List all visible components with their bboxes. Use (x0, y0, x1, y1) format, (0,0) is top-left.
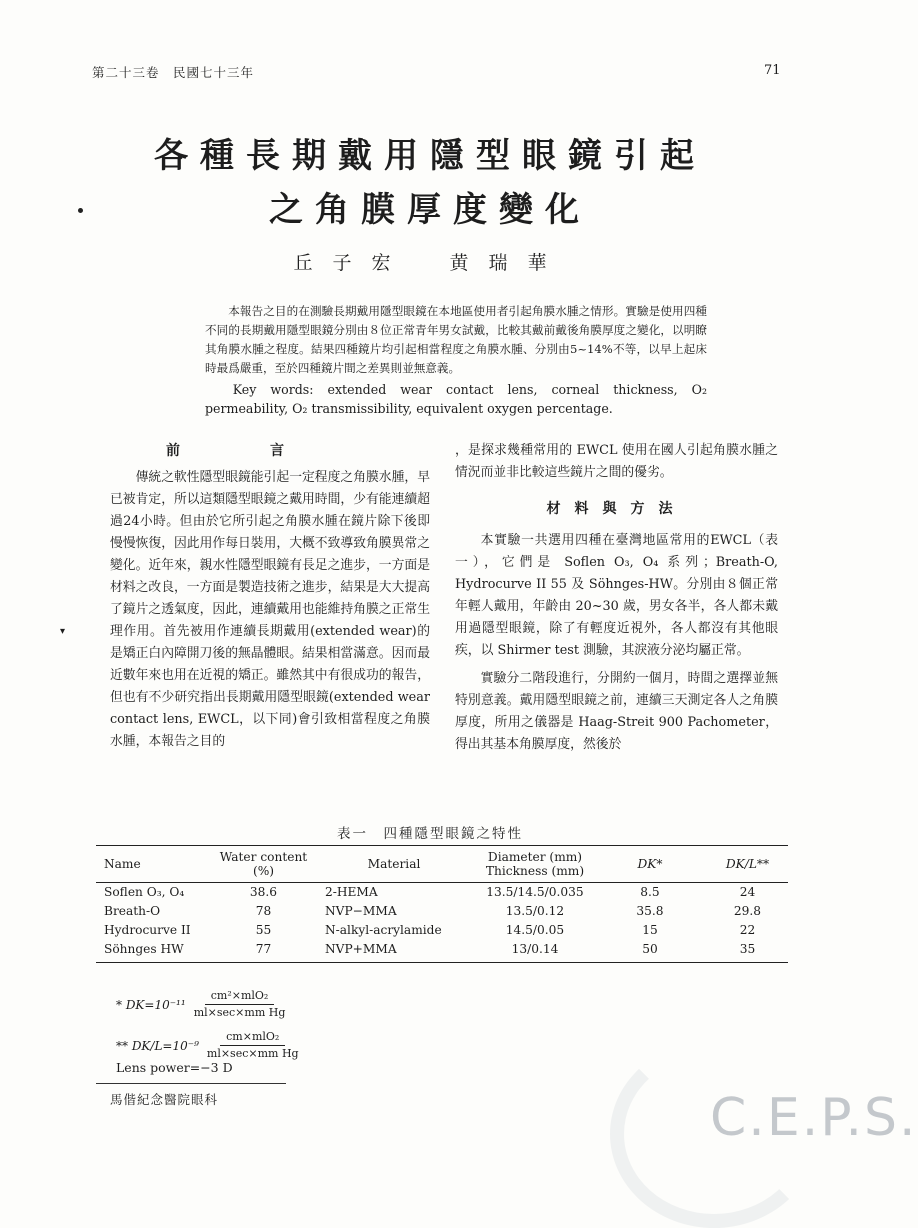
note-dk-numerator: cm²×mlO₂ (205, 988, 275, 1005)
intro-continuation: ，是探求幾種常用的 EWCL 使用在國人引起角膜水腫之情況而並非比較這些鏡片之間的優劣。 (455, 443, 778, 480)
cell-water: 77 (214, 940, 313, 963)
note-dk-denominator: ml×sec×mm Hg (193, 1006, 286, 1019)
cell-diameter-thickness: 13.5/14.5/0.035 (486, 885, 584, 899)
cell-water: 55 (255, 923, 272, 937)
methods-paragraph-1: 本實驗一共選用四種在臺灣地區常用的EWCL（表一），它們是 Soflen O₃, O₄ 系列；Breath-O, Hydrocurve II 55 及 Söhnges-HW。分別由８個正常年輕人戴用，年齡由 20~30 歲，男女各半，各人都未戴用過隱型眼鏡，除了有輕度近視外，各人都沒有其他眼疾，以 Shirmer test 測驗，其淚液分泌均屬正常。 (455, 533, 778, 658)
table-notes (116, 988, 305, 1070)
cell-dkl: 35 (707, 940, 788, 963)
cell-name: Soflen O₃, O₄ (104, 885, 185, 899)
left-column (110, 467, 430, 753)
note-dkl-denominator: ml×sec×mm Hg (206, 1047, 299, 1060)
authors: 丘子宏 黄瑞華 (293, 252, 567, 274)
col-header-material: Material (313, 846, 477, 883)
col-header-water-unit: (%) (252, 864, 275, 878)
running-header: 第二十三卷 民國七十三年 (92, 65, 255, 80)
cell-diameter-thickness: 14.5/0.05 (505, 923, 565, 937)
note-dk-fraction (188, 988, 292, 1021)
methods-paragraph-2: 實驗分二階段進行，分開約一個月，時間之選擇並無特別意義。戴用隱型眼鏡之前，連續三天測定各人之角膜厚度，所用之儀器是 Haag-Streit 900 Pachometer，得出其基本角膜厚度，然後於 (455, 671, 778, 752)
note-dkl-numerator: cm×mlO₂ (220, 1029, 285, 1046)
cell-diameter-thickness: 13/0.14 (477, 940, 593, 963)
keywords-text: Key words: extended wear contact lens, corneal thickness, O₂ permeability, O₂ transmissibility, equivalent oxygen percentage. (205, 382, 707, 416)
cell-material: 2-HEMA (325, 885, 378, 899)
cell-name: Breath-O (104, 904, 161, 918)
table-row (96, 940, 788, 963)
affiliation: 馬偕紀念醫院眼科 (110, 1092, 219, 1107)
cell-dk: 35.8 (636, 904, 664, 918)
col-header-water-label: Water content (219, 850, 308, 864)
cell-dk: 15 (642, 923, 658, 937)
table-row (96, 921, 788, 940)
note-dk-label: * DK=10⁻¹¹ (116, 997, 186, 1012)
col-header-water (214, 846, 313, 883)
margin-mark: ▾ (60, 626, 66, 637)
cell-dkl: 29.8 (733, 904, 762, 918)
footnote-rule (96, 1083, 286, 1084)
cell-water: 38.6 (249, 885, 278, 899)
cell-water: 78 (255, 904, 272, 918)
title-line-1: 各種長期戴用隱型眼鏡引起 (154, 136, 706, 176)
col-header-diameter: Diameter (mm) (487, 850, 583, 864)
table-header-row (96, 846, 788, 883)
table-row (96, 902, 788, 921)
cell-diameter-thickness: 13.5/0.12 (505, 904, 565, 918)
lens-properties-table (96, 845, 788, 963)
cell-dk: 50 (593, 940, 707, 963)
intro-paragraph: 傳統之軟性隱型眼鏡能引起一定程度之角膜水腫，早已被肯定，所以這類隱型眼鏡之戴用時間，少有能連續超過24小時。但由於它所引起之角膜水腫在鏡片除下後即慢慢恢復，因此用作每日裝用，大概不致導致角膜異常之變化。近年來，親水性隱型眼鏡有長足之進步，一方面是材料之改良，一方面是製造技術之進步，結果是大大提高了鏡片之透氣度，因此，連續戴用也能維持角膜之正常生理作用。首先被用作連續長期戴用(extended wear)的是矯正白內障開刀後的無晶體眼。結果相當滿意。因而最近數年來也用在近視的矯正。雖然其中有很成功的報告，但也有不少研究指出長期戴用隱型眼鏡(extended wear contact lens, EWCL，以下同)會引致相當程度之角膜水腫，本報告之目的 (110, 470, 430, 749)
cell-name: Söhnges HW (96, 940, 214, 963)
section-heading-methods: 材料與方法 (546, 501, 687, 517)
cell-material: N-alkyl-acrylamide (325, 923, 442, 937)
col-header-thickness: Thickness (mm) (485, 864, 585, 878)
cell-dkl: 24 (739, 885, 756, 899)
section-heading-intro: 前言 (166, 443, 374, 459)
right-column (455, 440, 778, 756)
note-dkl-fraction (201, 1029, 305, 1062)
abstract (205, 302, 707, 378)
col-header-dk: DK* (593, 846, 707, 883)
lens-power-note: Lens power=−3 D (116, 1060, 233, 1075)
abstract-text: 本報告之目的在測驗長期戴用隱型眼鏡在本地區使用者引起角膜水腫之情形。實驗是使用四種不同的長期戴用隱型眼鏡分別由８位正常青年男女試戴，比較其戴前戴後角膜厚度之變化，以明瞭其角膜水腫之程度。結果四種鏡片均引起相當程度之角膜水腫、分別由5~14%不等，以早上起床時最爲嚴重，至於四種鏡片間之差異則並無意義。 (205, 304, 707, 375)
cell-dk: 8.5 (640, 885, 660, 899)
col-header-dkl: DK/L** (707, 846, 788, 883)
note-dkl-label: ** DK/L=10⁻⁹ (116, 1038, 199, 1053)
watermark-logo: C.E.P.S. (710, 1088, 918, 1148)
col-header-name: Name (96, 846, 214, 883)
scan-dot (78, 208, 83, 213)
table-caption: 表一 四種隱型眼鏡之特性 (337, 826, 523, 842)
cell-material: NVP−MMA (325, 904, 397, 918)
note-dk (116, 988, 305, 1021)
table-row (96, 883, 788, 903)
col-header-diameter-thickness (477, 846, 593, 883)
note-dkl (116, 1029, 305, 1062)
page-number: 71 (764, 63, 781, 78)
cell-dkl: 22 (739, 923, 756, 937)
keywords (205, 380, 707, 418)
title-line-2: 之角膜厚度變化 (269, 190, 591, 230)
cell-material: NVP+MMA (313, 940, 477, 963)
cell-name: Hydrocurve II (104, 923, 191, 937)
